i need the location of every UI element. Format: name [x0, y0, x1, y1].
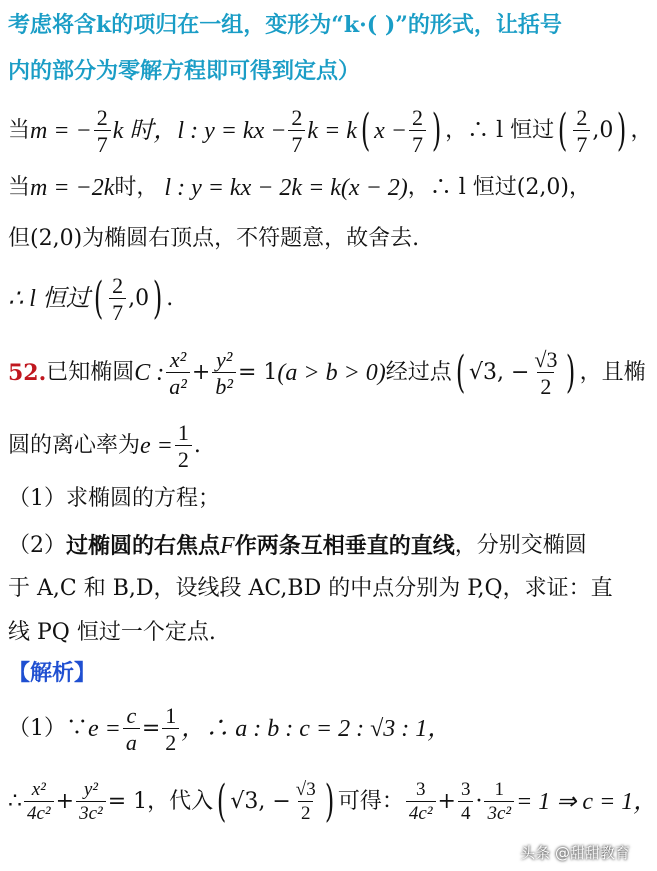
case1-paren-frac: $\frac{2}{7}$ [409, 106, 426, 156]
case1-cond: m = − [30, 118, 92, 144]
final-line: ∴ l 恒过 ( $\frac{2}{7}$ ,0 ) . [8, 272, 174, 325]
problem-frac-y: $\frac{\text{y²}}{\text{b²}}$ [212, 348, 236, 398]
case1-point-tail: ,0 [592, 118, 614, 143]
analysis-label: 【解析】 [8, 660, 97, 686]
case2-eq: l : y = kx − 2k = k [164, 175, 341, 201]
reject-line: 但 (2,0) 为椭圆右顶点，不符题意，故舍去. [8, 226, 420, 251]
case1-point-frac: $\frac{2}{7}$ [573, 106, 590, 156]
problem-line-1: 52. 已知椭圆 C : $\frac{\text{x²}}{\text{a²}}$ + $\frac{\text{y²}}{\text{b²}}$ = 1 (a > b > 0) 经过点 ( √3, − $\frac{√3}{2}$ ) ，且椭 [8, 346, 646, 399]
case1-l-frac: $\frac{2}{7}$ [288, 106, 305, 156]
problem-point-frac: $\frac{√3}{2}$ [534, 346, 558, 399]
hint-line-2 [8, 60, 634, 82]
case2-point: (2,0) [516, 175, 569, 200]
problem-e-frac: $\frac{1}{2}$ [175, 421, 192, 471]
case1-prefix: 当 [8, 118, 31, 143]
question-2-line-2: 于 A,C 和 B,D，设线段 AC,BD 的中点分别为 P,Q，求证：直 [8, 576, 613, 601]
case1-cond-tail: k 时， [112, 118, 178, 144]
case2-line: 当 m = −2k 时， l : y = kx − 2k = k (x − 2) ，∴ l 恒过 (2,0) ， [8, 175, 591, 201]
reject-point: (2,0) [30, 226, 83, 251]
case1-l-tail: k = k [307, 118, 357, 144]
problem-cond: (a > b > 0) [277, 360, 386, 386]
case2-cond: m = −2k [30, 175, 115, 201]
final-frac: $\frac{2}{7}$ [109, 274, 126, 324]
case1-line-eq: l : y = kx − [177, 118, 287, 144]
problem-frac-x: $\frac{\text{x²}}{\text{a²}}$ [166, 348, 190, 398]
question-1: （1）求椭圆的方程； [8, 486, 220, 511]
case1-cond-frac: $\frac{2}{7}$ [94, 106, 111, 156]
case1-paren-inner: x − [374, 118, 407, 144]
final-text: ∴ l 恒过 [8, 286, 90, 312]
hint-text-2: 内的部分为零解方程即可得到定点） [8, 58, 361, 84]
hint-text-1: 考虑将含k的项归在一组，变形为“k·( )”的形式，让括号 [8, 12, 562, 38]
analysis-step-1: （1）∵ e = $\frac{c}{a}$ = $\frac{1}{2}$ ，∴ a : b : c = 2 : √3 : 1， [8, 702, 452, 755]
case1-conclusion: ，∴ l 恒过 [445, 118, 555, 143]
analysis-step-2: ∴ $\frac{\text{x²}}{\text{4c²}}$ + $\frac{\text{y²}}{\text{3c²}}$ = 1，代入 ( √3, − $\frac{√3}{2}$ ) 可得： $\frac{3}{\text{4c²}}$ + $\frac{3}{4}$ · $\frac{1}{\text{3c²}}$ = 1 ⇒ c = 1， [8, 776, 657, 828]
hint-line-1 [8, 14, 634, 36]
case2-paren: (x − 2) [340, 175, 408, 201]
question-2-line-3: 线 PQ 恒过一个定点. [8, 620, 216, 645]
problem-line-2: 圆的离心率为 e = $\frac{1}{2}$ . [8, 419, 201, 472]
case1-line: 当 m = − $\frac{2}{7}$ k 时， l : y = kx − $\frac{2}{7}$ k = k ( x − $\frac{2}{7}$ ) ，∴ l 恒过 ( $\frac{2}{7}$ ,0 ) ， [8, 104, 653, 157]
watermark: 头条 @甜甜教育 [520, 844, 630, 862]
question-2-line-1: （2） 过椭圆的右焦点 F 作两条互相垂直的直线 ，分别交椭圆 [8, 533, 587, 559]
problem-number: 52. [8, 360, 47, 386]
